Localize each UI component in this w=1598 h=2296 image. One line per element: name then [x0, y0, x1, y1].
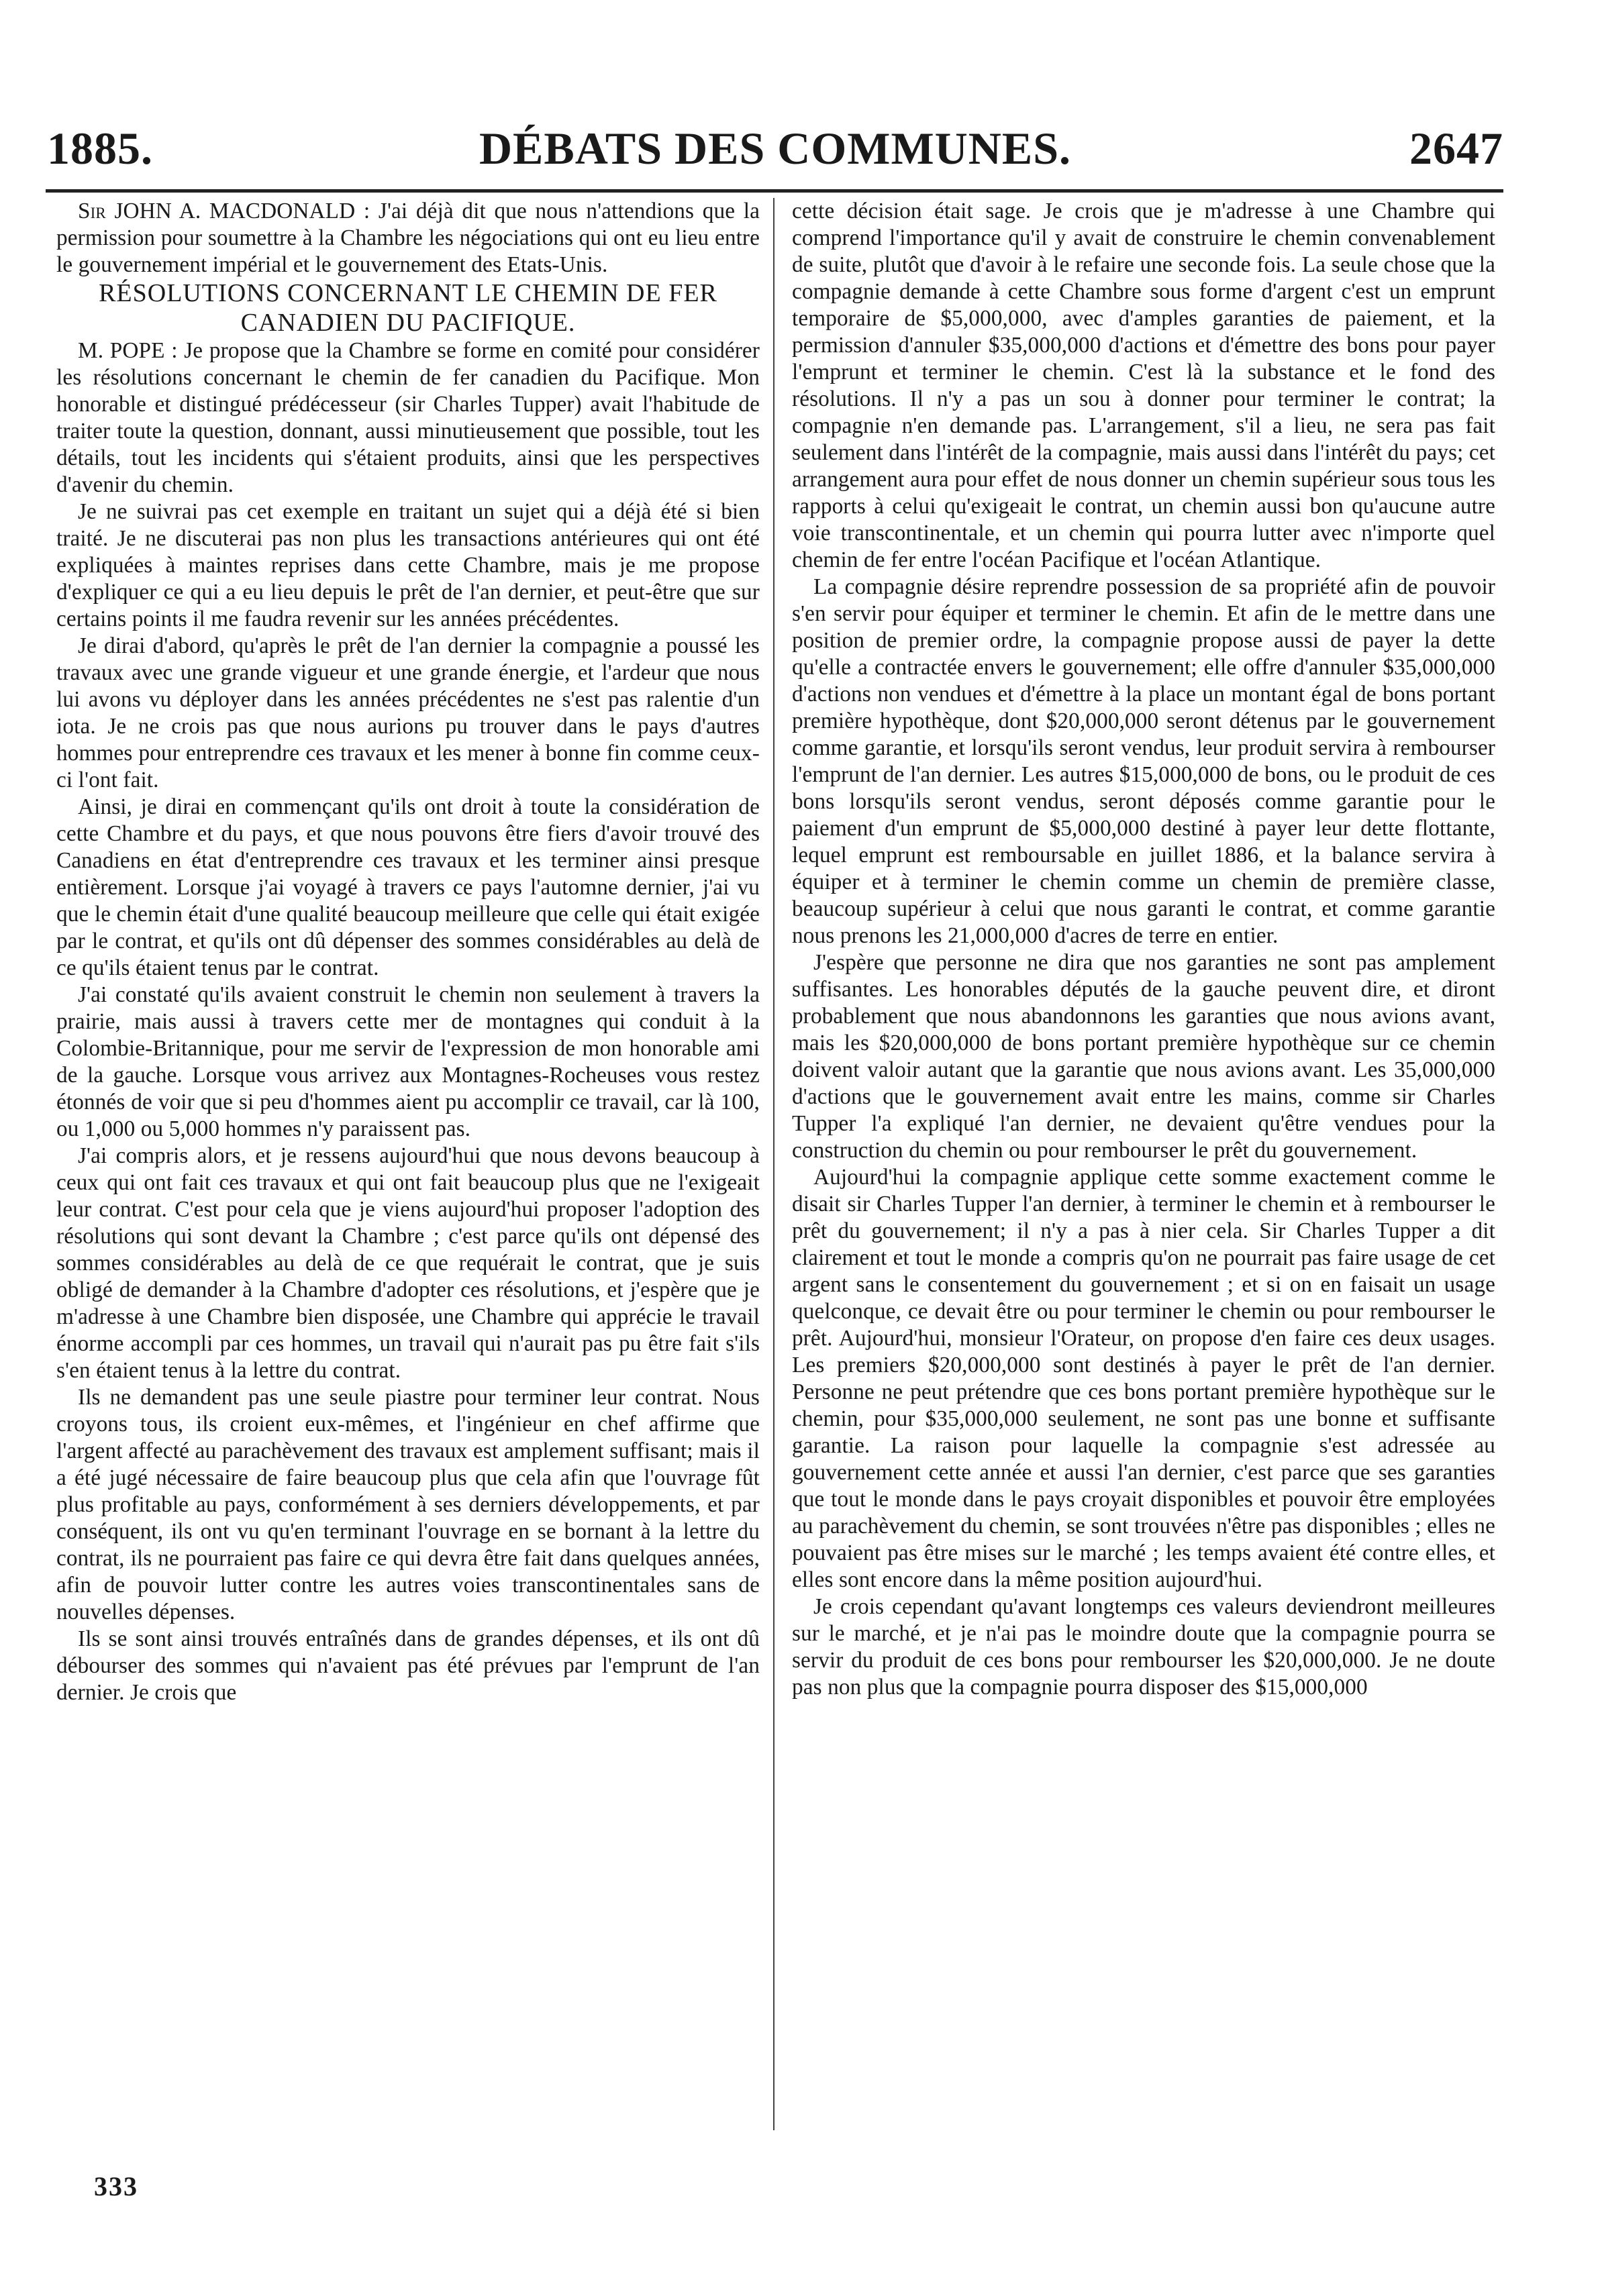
- header-page-number: 2647: [1409, 123, 1503, 174]
- header-title: DÉBATS DES COMMUNES.: [479, 123, 1072, 174]
- pope-text-1: Je propose que la Chambre se forme en comité pour considérer les résolutions concernant le chemin de fer canadien du Pacifique. Mon honorable et distingué prédécesseur (sir Charles Tupper) avait l'habitude de traiter toute la question, donnant, aussi minutieusement que possible, tout les détails, tout les incidents qui s'étaient produits, ainsi que les perspectives d'avenir du chemin.: [56, 338, 760, 497]
- page-header: [47, 118, 1503, 178]
- left-paragraph-8: Ils se sont ainsi trouvés entraînés dans de grandes dépenses, et ils ont dû débourser des sommes qui n'avaient pas été prévues par l'emprunt de l'an dernier. Je crois que: [56, 1626, 760, 1705]
- left-paragraph-3: Je dirai d'abord, qu'après le prêt de l'an dernier la compagnie a poussé les travaux avec une grande vigueur et une grande énergie, et l'ardeur que nous lui avons vu déployer dans les années précédentes ne s'est pas ralentie d'un iota. Je ne crois pas que nous aurions pu trouver dans le pays d'autres hommes pour entreprendre ces travaux et les mener à bonne fin comme ceux-ci l'ont fait.: [56, 633, 760, 792]
- intro-paragraph: [56, 198, 760, 278]
- right-paragraph-4: Aujourd'hui la compagnie applique cette somme exactement comme le disait sir Charles Tupper l'an dernier, à terminer le chemin et à rembourser le prêt du gouvernement; il n'y a pas à nier cela. Sir Charles Tupper a dit clairement et tout le monde a compris qu'on ne pourrait pas faire usage de cet argent sans le consentement du gouvernement ; et si on en faisait un usage quelconque, ce devait être ou pour terminer le chemin ou pour rembourser le prêt. Aujourd'hui, monsieur l'Orateur, on propose d'en faire ces deux usages. Les premiers $20,000,000 sont destinés à payer le prêt de l'an dernier. Personne ne peut prétendre que ces bons portant première hypothèque sur le chemin, pour $35,000,000 seulement, ne sont pas une bonne et suffisante garantie. La raison pour laquelle la compagnie s'est adressée au gouvernement cette année et aussi l'an dernier, c'est parce que ses garanties que tout le monde dans le pays croyait disponibles et pouvoir être employées au parachèvement du chemin, se sont trouvées n'être pas disponibles ; elles ne pouvaient pas être mises sur le marché ; les temps avaient été contre elles, et elles sont encore dans la même position aujourd'hui.: [792, 1165, 1495, 1592]
- left-paragraph-7: Ils ne demandent pas une seule piastre pour terminer leur contrat. Nous croyons tous, ils croient eux-mêmes, et l'ingénieur en chef affirme que l'argent affecté au parachèvement des travaux est amplement suffisant; mais il a été jugé nécessaire de faire beaucoup plus que cela afin que l'ouvrage fût plus profitable au pays, conformément à ses derniers développements, et par conséquent, ils ont vu qu'en terminant l'ouvrage en se bornant à la lettre du contrat, ils ne pourraient pas faire ce qui devra être fait dans quelques années, afin de pouvoir lutter contre les autres voies transcontinentales sans de nouvelles dépenses.: [56, 1385, 760, 1624]
- pope-paragraph-1: [56, 337, 760, 499]
- speaker-pope: M. POPE :: [78, 338, 178, 363]
- speaker-macdonald: Sir JOHN A. MACDONALD :: [78, 199, 370, 223]
- right-column: [792, 198, 1495, 2130]
- column-divider: [773, 198, 775, 2130]
- header-rule: [46, 189, 1503, 193]
- intro-text: J'ai déjà dit que nous n'attendions que la permission pour soumettre à la Chambre les négociations qui ont eu lieu entre le gouvernement impérial et le gouvernement des Etats-Unis.: [56, 199, 760, 277]
- right-paragraph-2: La compagnie désire reprendre possession de sa propriété afin de pouvoir s'en servir pour équiper et terminer le chemin. Et afin de le mettre dans une position de premier ordre, la compagnie propose aussi de payer la dette qu'elle a contractée envers le gouvernement; elle offre d'annuler $35,000,000 d'actions non vendues et d'émettre à la place un montant égal de bons portant première hypothèque, dont $20,000,000 seront détenus par le gouvernement comme garantie, et lorsqu'ils seront vendus, leur produit servira à rembourser l'emprunt de l'an dernier. Les autres $15,000,000 de bons, ou le produit de ces bons lorsqu'ils seront vendus, seront déposés comme garantie pour le paiement d'un emprunt de $5,000,000 destiné à payer leur dette flottante, lequel emprunt est remboursable en juillet 1886, et la balance servira à équiper et à terminer le chemin comme un chemin de première classe, beaucoup supérieur à celui que nous garanti le contrat, et comme garantie nous prenons les 21,000,000 d'acres de terre en entier.: [792, 574, 1495, 948]
- left-column: [56, 198, 760, 2130]
- left-paragraph-4: Ainsi, je dirai en commençant qu'ils ont droit à toute la considération de cette Chambre et du pays, et que nous pouvons être fiers d'avoir trouvé des Canadiens en état d'entreprendre ces travaux et les terminer ainsi presque entièrement. Lorsque j'ai voyagé à travers ce pays l'automne dernier, j'ai vu que le chemin était d'une qualité beaucoup meilleure que celle qui était exigée par le contrat, et qu'ils ont dû dépenser des sommes considérables au delà de ce qu'ils étaient tenus par le contrat.: [56, 794, 760, 980]
- right-paragraph-3: J'espère que personne ne dira que nos garanties ne sont pas amplement suffisantes. Les honorables députés de la gauche peuvent dire, et diront probablement que nous abandonnons les garanties que nous avions avant, mais les $20,000,000 de bons portant première hypothèque sur ce chemin doivent valoir autant que la garantie que nous avions avant. Les 35,000,000 d'actions que le gouvernement avait entre les mains, comme sir Charles Tupper l'a expliqué l'an dernier, ne devaient qu'être vendues pour la construction du chemin ou pour rembourser le prêt du gouvernement.: [792, 950, 1495, 1163]
- right-paragraph-5: Je crois cependant qu'avant longtemps ces valeurs deviendront meilleures sur le marché, et je n'ai pas le moindre doute que la compagnie pourra se servir du produit de ces bons pour rembourser les $20,000,000. Je ne doute pas non plus que la compagnie pourra disposer des $15,000,000: [792, 1594, 1495, 1700]
- left-paragraph-5: J'ai constaté qu'ils avaient construit le chemin non seulement à travers la prairie, mais aussi à travers cette mer de montagnes qui conduit à la Colombie-Britannique, pour me servir de l'expression de mon honorable ami de la gauche. Lorsque vous arrivez aux Montagnes-Rocheuses vous restez étonnés de voir que si peu d'hommes aient pu accomplir ce travail, car là 100, ou 1,000 ou 5,000 hommes n'y paraissent pas.: [56, 982, 760, 1141]
- section-heading: RÉSOLUTIONS CONCERNANT LE CHEMIN DE FER CANADIEN DU PACIFIQUE.: [99, 279, 717, 337]
- signature-mark: 333: [94, 2171, 138, 2201]
- left-paragraph-2: Je ne suivrai pas cet exemple en traitant un sujet qui a déjà été si bien traité. Je ne discuterai pas non plus les transactions antérieures qui ont été expliquées à maintes reprises dans cette Chambre, mais je me propose d'expliquer ce qui a eu lieu depuis le prêt de l'an dernier, et peut-être que sur certains points il me faudra revenir sur les années précédentes.: [56, 499, 760, 631]
- header-year: 1885.: [47, 123, 153, 174]
- right-paragraph-1: cette décision était sage. Je crois que je m'adresse à une Chambre qui comprend l'importance qu'il y avait de construire le chemin convenablement de suite, plutôt que d'avoir à le refaire une seconde fois. La seule chose que la compagnie demande à cette Chambre sous forme d'argent c'est un emprunt temporaire de $5,000,000, avec d'amples garanties de paiement, et la permission d'annuler $35,000,000 d'actions et d'émettre des bons pour payer l'emprunt et terminer le chemin. C'est là la substance et le fond des résolutions. Il n'y a pas un sou à donner pour terminer le contrat; la compagnie n'en demande pas. L'arrangement, s'il a lieu, ne sera pas fait seulement dans l'intérêt de la compagnie, mais aussi dans l'intérêt du pays; cet arrangement aura pour effet de nous donner un chemin supérieur sous tous les rapports à celui qu'exigeait le contrat, un chemin aussi bon qu'aucune autre voie transcontinentale, et un chemin qui pourra lutter avec n'importe quel chemin de fer entre l'océan Pacifique et l'océan Atlantique.: [792, 199, 1495, 572]
- left-paragraph-6: J'ai compris alors, et je ressens aujourd'hui que nous devons beaucoup à ceux qui ont fait ces travaux et qui ont fait beaucoup plus que ne l'exigeait leur contrat. C'est pour cela que je viens aujourd'hui proposer l'adoption des résolutions qui sont devant la Chambre ; c'est parce qu'ils ont dépensé des sommes considérables au delà de ce que requérait le contrat, que je suis obligé de demander à la Chambre d'adopter ces résolutions, et j'espère que je m'adresse à une Chambre bien disposée, une Chambre qui apprécie le travail énorme accompli par ces hommes, un travail qui n'aurait pas pu être fait s'ils s'en étaient tenus à la lettre du contrat.: [56, 1143, 760, 1383]
